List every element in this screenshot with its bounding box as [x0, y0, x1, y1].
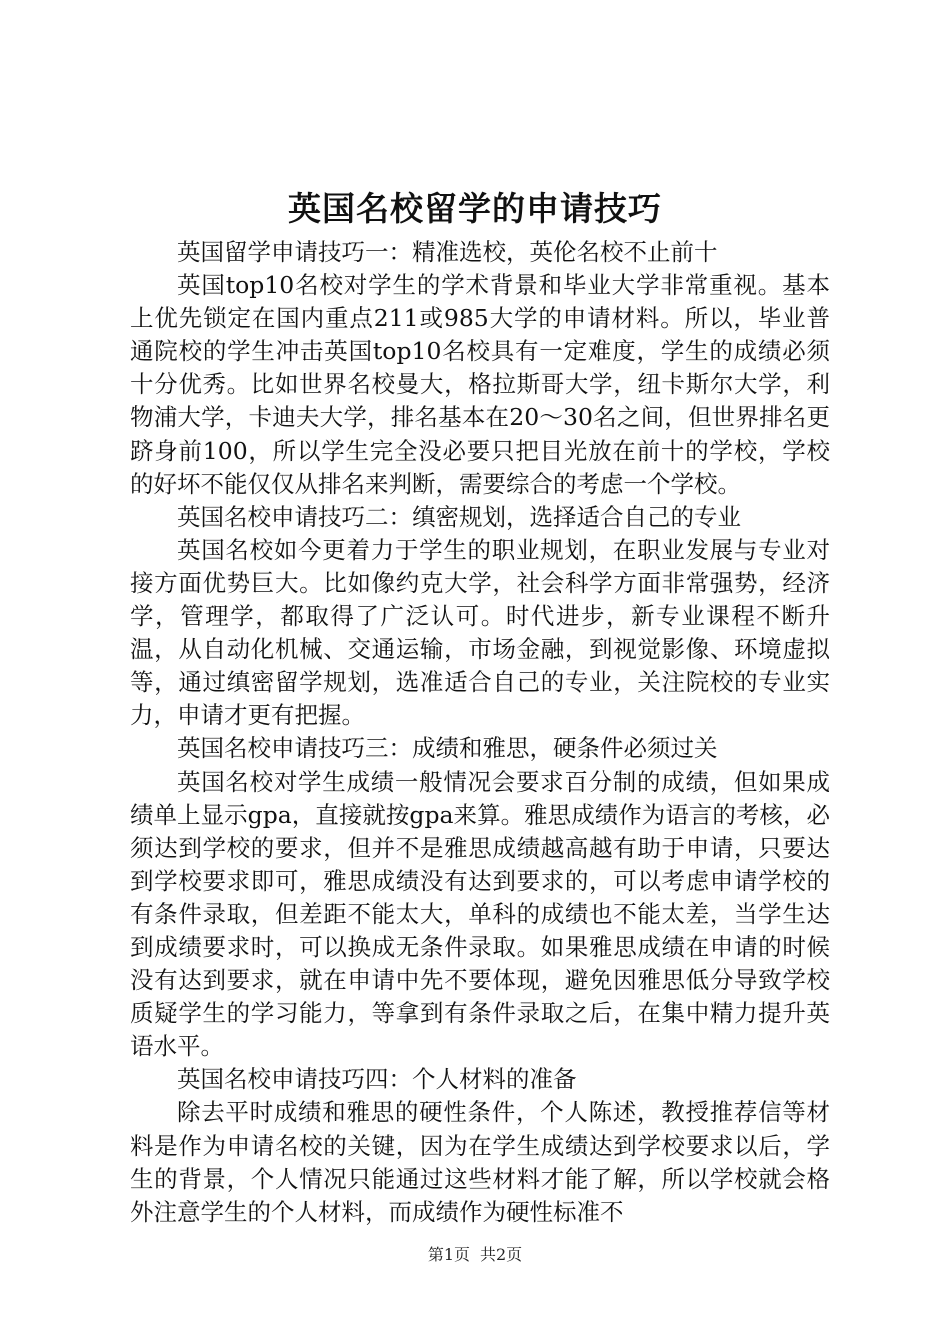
heading-tip-3: 英国名校申请技巧三：成绩和雅思，硬条件必须过关	[177, 734, 718, 763]
document-title: 英国名校留学的申请技巧	[288, 189, 662, 228]
heading-tip-2: 英国名校申请技巧二：缜密规划，选择适合自己的专业	[177, 502, 741, 531]
paragraph-tip-1: 英国top10名校对学生的学术背景和毕业大学非常重视。基本上优先锁定在国内重点211或985大学的申请材料。所以，毕业普通院校的学生冲击英国top10名校具有一定难度，学生的成绩必须十分优秀。比如世界名校曼大，格拉斯哥大学，纽卡斯尔大学，利物浦大学，卡迪夫大学，排名基本在20～30名之间，但世界排名更跻身前100，所以学生完全没必要只把目光放在前十的学校，学校的好坏不能仅仅从排名来判断，需要综合的考虑一个学校。	[130, 271, 830, 498]
page-number-total: 共2页	[480, 1245, 523, 1264]
page-footer	[0, 1245, 950, 1265]
heading-tip-1: 英国留学申请技巧一：精准选校，英伦名校不止前十	[177, 238, 718, 266]
paragraph-tip-3: 英国名校对学生成绩一般情况会要求百分制的成绩，但如果成绩单上显示gpa，直接就按gpa来算。雅思成绩作为语言的考核，必须达到学校的要求，但并不是雅思成绩越高越有助于申请，只要达到学校要求即可，雅思成绩没有达到要求的，可以考虑申请学校的有条件录取，但差距不能太大，单科的成绩也不能太差，当学生达到成绩要求时，可以换成无条件录取。如果雅思成绩在申请的时候没有达到要求，就在申请中先不要体现，避免因雅思低分导致学校质疑学生的学习能力，等拿到有条件录取之后，在集中精力提升英语水平。	[130, 767, 830, 1061]
document-body	[130, 236, 830, 1229]
heading-tip-4: 英国名校申请技巧四：个人材料的准备	[177, 1065, 577, 1094]
page-number-current: 第1页	[427, 1245, 470, 1264]
paragraph-tip-4: 除去平时成绩和雅思的硬性条件，个人陈述，教授推荐信等材料是作为申请名校的关键，因为在学生成绩达到学校要求以后，学生的背景，个人情况只能通过这些材料才能了解，所以学校就会格外注意学生的个人材料，而成绩作为硬性标准不	[130, 1098, 830, 1226]
paragraph-tip-2: 英国名校如今更着力于学生的职业规划，在职业发展与专业对接方面优势巨大。比如像约克大学，社会科学方面非常强势，经济学，管理学，都取得了广泛认可。时代进步，新专业课程不断升温，从自动化机械、交通运输，市场金融，到视觉影像、环境虚拟等，通过缜密留学规划，选准适合自己的专业，关注院校的专业实力，申请才更有把握。	[130, 535, 830, 730]
